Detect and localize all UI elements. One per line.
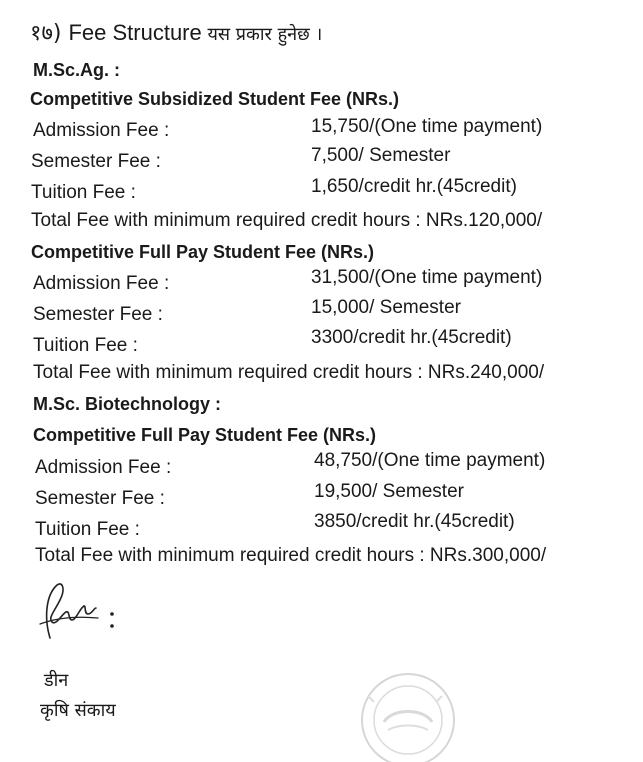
fee-label: Admission Fee : — [33, 120, 170, 141]
signature-image — [36, 578, 126, 648]
total-fee-line: Total Fee with minimum required credit hours : NRs.300,000/ — [35, 545, 547, 566]
official-seal-stamp — [338, 662, 478, 762]
fee-value: 15,750/(One time payment) — [311, 116, 543, 137]
heading-suffix: यस प्रकार हुनेछ । — [201, 24, 323, 45]
fee-value: 19,500/ Semester — [314, 481, 464, 502]
fee-value: 3850/credit hr.(45credit) — [314, 511, 515, 532]
program-title-msc-biotech: M.Sc. Biotechnology : — [33, 394, 222, 414]
dean-title: डीन — [44, 670, 69, 691]
fee-value: 3300/credit hr.(45credit) — [311, 327, 512, 348]
section-title-full-pay: Competitive Full Pay Student Fee (NRs.) — [33, 425, 377, 445]
fee-value: 7,500/ Semester — [311, 145, 451, 166]
fee-label: Semester Fee : — [33, 304, 163, 325]
total-fee-line: Total Fee with minimum required credit hours : NRs.240,000/ — [33, 362, 545, 383]
heading-title: Fee Structure — [68, 20, 202, 45]
section-title-full-pay: Competitive Full Pay Student Fee (NRs.) — [31, 242, 375, 262]
fee-value: 31,500/(One time payment) — [311, 267, 543, 288]
fee-label: Tuition Fee : — [33, 335, 138, 356]
fee-label: Admission Fee : — [33, 273, 170, 294]
fee-value: 15,000/ Semester — [311, 297, 461, 318]
heading-number: १७) — [30, 21, 69, 46]
program-title-msc-ag: M.Sc.Ag. : — [33, 60, 121, 80]
document-heading — [30, 22, 322, 46]
fee-label: Admission Fee : — [35, 457, 172, 478]
fee-label: Semester Fee : — [31, 151, 161, 172]
section-title-subsidized: Competitive Subsidized Student Fee (NRs.) — [30, 89, 400, 109]
fee-value: 1,650/credit hr.(45credit) — [311, 176, 517, 197]
total-fee-line: Total Fee with minimum required credit hours : NRs.120,000/ — [31, 210, 543, 231]
fee-label: Tuition Fee : — [31, 182, 136, 203]
faculty-name: कृषि संकाय — [40, 700, 116, 721]
fee-label: Semester Fee : — [35, 488, 165, 509]
fee-label: Tuition Fee : — [35, 519, 140, 540]
fee-value: 48,750/(One time payment) — [314, 450, 546, 471]
